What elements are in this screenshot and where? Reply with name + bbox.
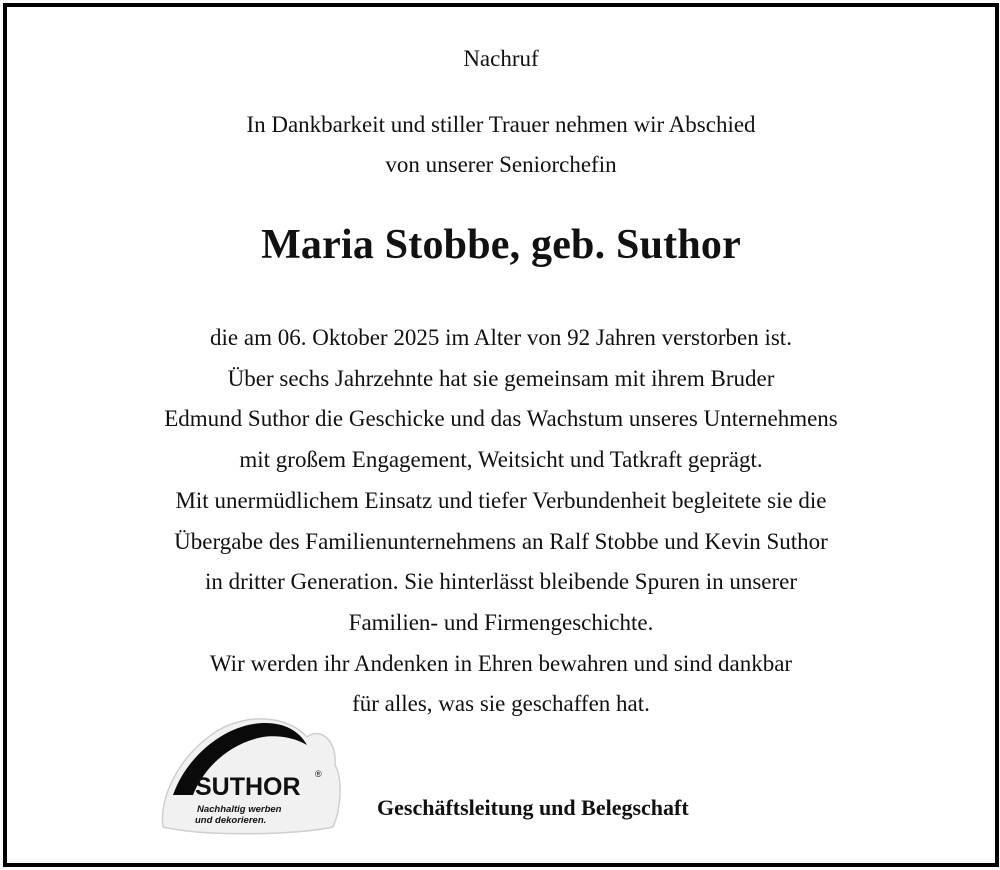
obituary-body [7, 318, 995, 725]
intro-text [7, 105, 995, 185]
body-line: Edmund Suthor die Geschicke und das Wachstum unseres Unternehmens [164, 406, 838, 432]
intro-line: In Dankbarkeit und stiller Trauer nehmen wir Abschied [246, 112, 756, 137]
obituary-frame [3, 3, 999, 867]
logo-tagline-1: Nachhaltig werben [197, 804, 282, 815]
logo-tagline-2: und dekorieren. [195, 815, 267, 826]
signature-text: Geschäftsleitung und Belegschaft [377, 795, 689, 820]
body-line: Wir werden ihr Andenken in Ehren bewahren und sind dankbar [209, 650, 793, 676]
body-line: in dritter Generation. Sie hinterlässt bleibende Spuren in unserer [204, 569, 798, 595]
suthor-logo [147, 709, 347, 849]
logo-brand-text: SUTHOR [195, 773, 301, 801]
body-line: die am 06. Oktober 2025 im Alter von 92 Jahren verstorben ist. [210, 325, 792, 350]
body-line: mit großem Engagement, Weitsicht und Tatkraft geprägt. [239, 447, 763, 473]
body-line: Familien- und Firmengeschichte. [348, 609, 654, 635]
body-line: Mit unermüdlichem Einsatz und tiefer Verbundenheit begleitete sie die [175, 487, 827, 513]
deceased-name: Maria Stobbe, geb. Suthor [261, 222, 741, 268]
suthor-logo-graphic [147, 709, 347, 849]
logo-registered-mark: ® [315, 769, 322, 779]
body-line: für alles, was sie geschaffen hat. [352, 691, 650, 717]
body-line: Übergabe des Familienunternehmens an Ralf Stobbe und Kevin Suthor [174, 528, 828, 554]
body-line: Über sechs Jahrzehnte hat sie gemeinsam mit ihrem Bruder [227, 365, 775, 391]
heading-nachruf: Nachruf [463, 46, 539, 71]
intro-line: von unserer Seniorchefin [385, 152, 617, 177]
